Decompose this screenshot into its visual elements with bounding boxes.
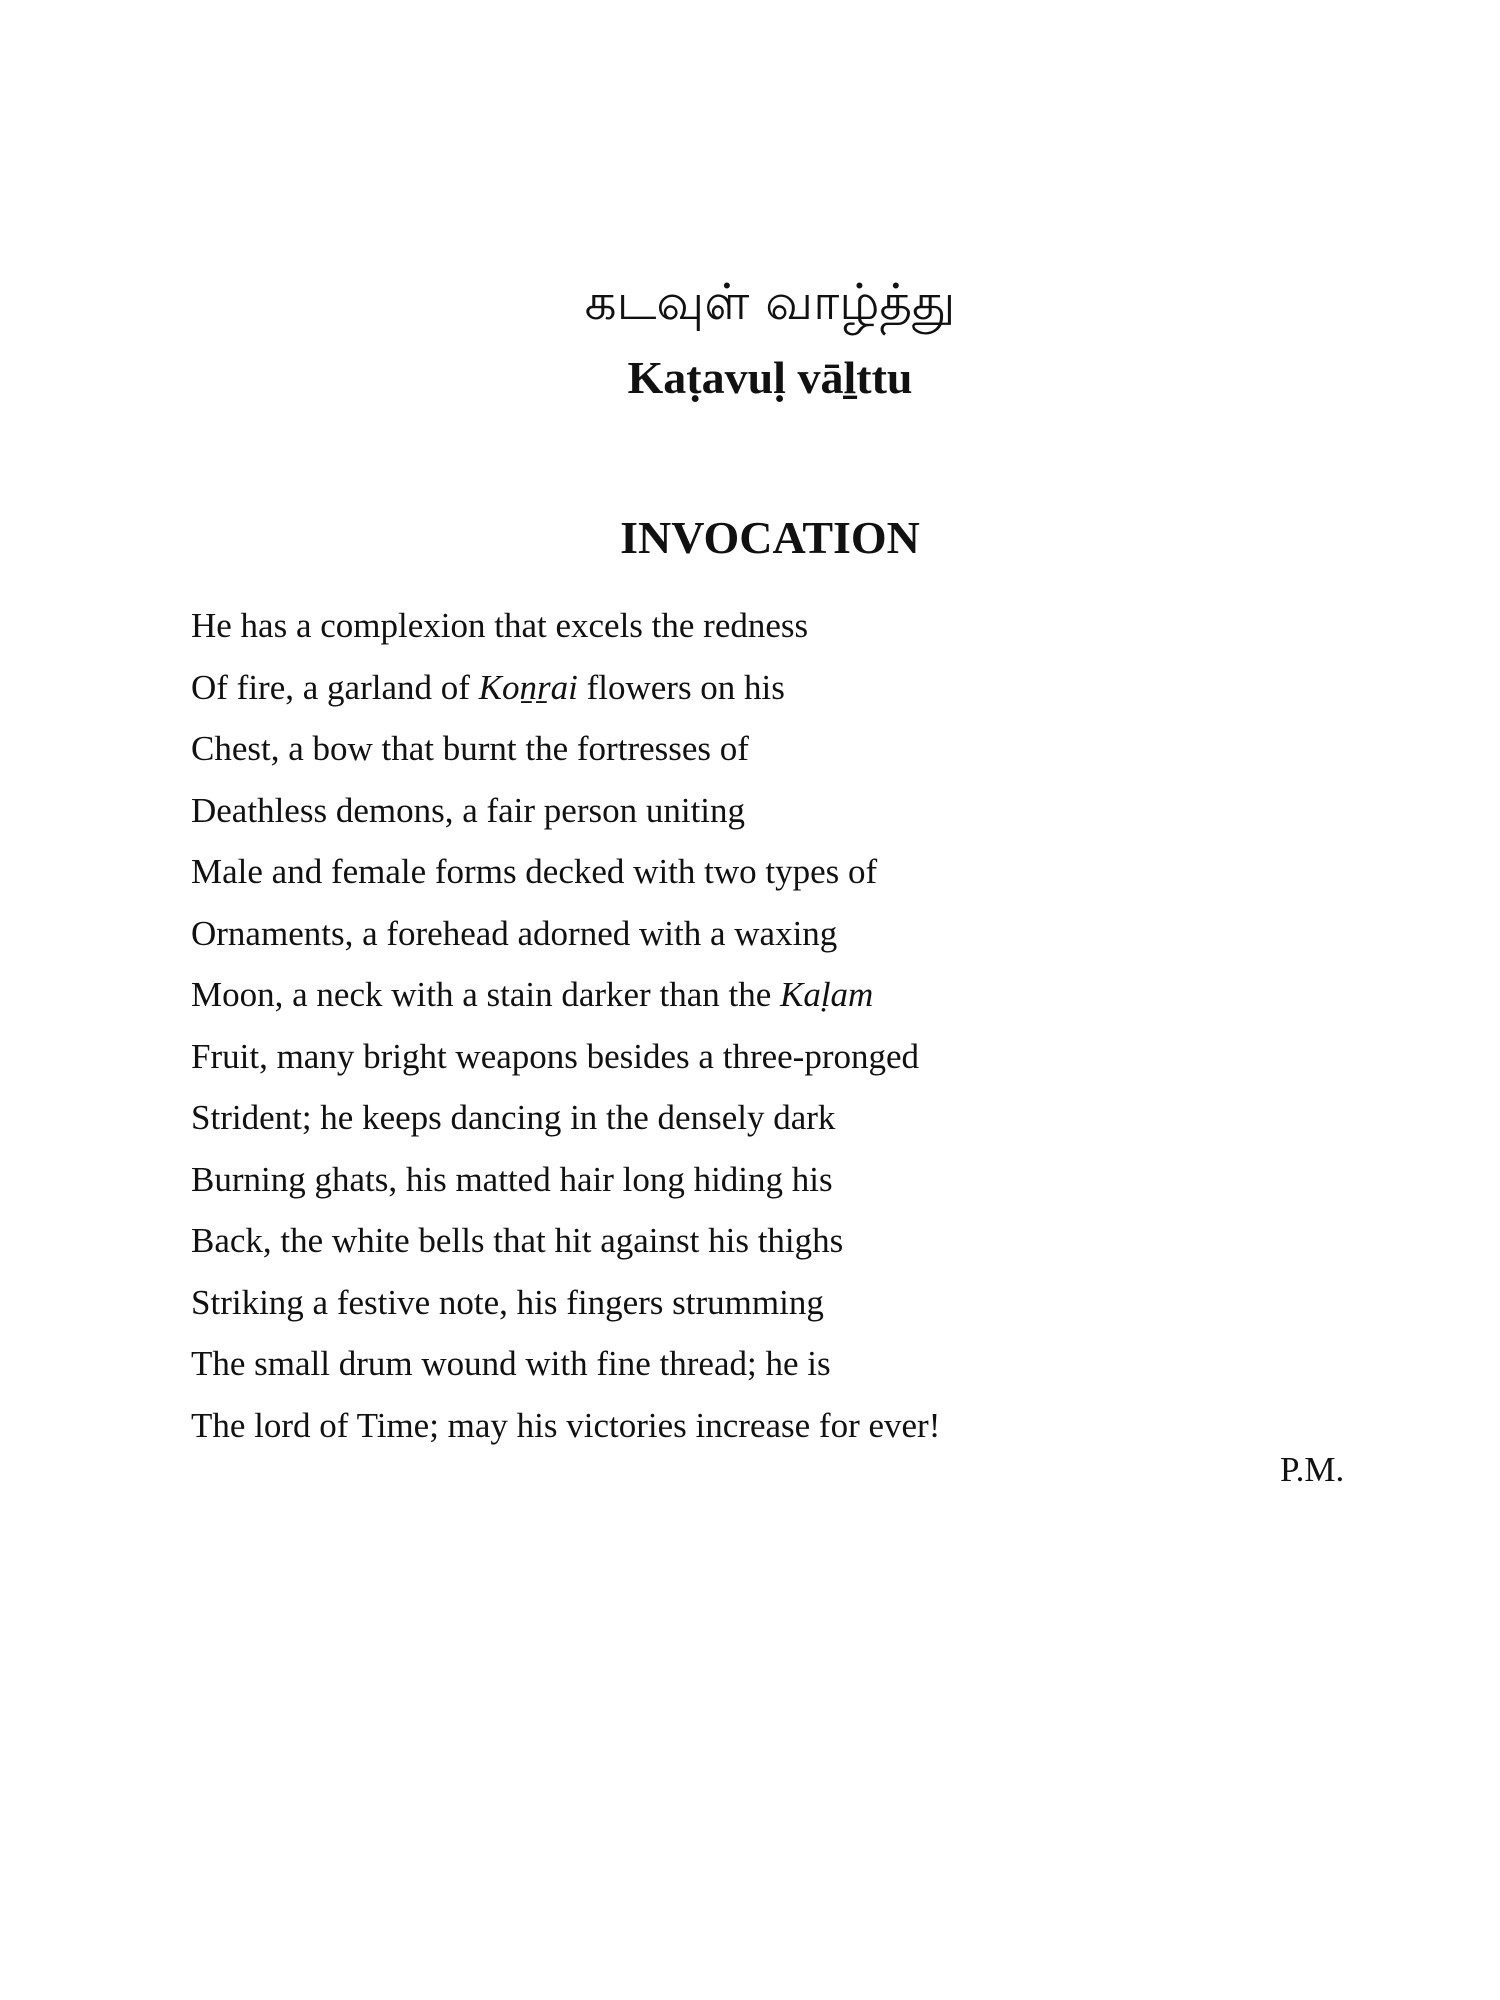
poem-line-italic-term: Koṉṟai (478, 667, 578, 707)
poem-line (191, 603, 1291, 665)
poem-line (191, 726, 1291, 788)
poem-line-text: Chest, a bow that burnt the fortresses of (191, 729, 749, 768)
transliterated-title (0, 350, 1500, 406)
transliterated-title-underlined-letter: ḻ (843, 352, 857, 403)
poem-line (191, 1095, 1291, 1157)
poem-line (191, 788, 1291, 850)
poem-line (191, 1034, 1291, 1096)
poem-line (191, 849, 1291, 911)
poem-line-italic-term: Kaḷam (779, 975, 874, 1014)
poem-line (191, 1341, 1291, 1403)
poem-line-text-after: flowers on his (577, 667, 785, 707)
poem-body (191, 603, 1291, 1464)
poem-line-text: He has a complexion that excels the redness (191, 606, 809, 645)
poem-line (191, 1280, 1291, 1342)
section-heading: INVOCATION (620, 512, 920, 563)
transliterated-title-part-1: Kaṭavuḷ vā (627, 352, 844, 403)
poem-line (191, 1218, 1291, 1280)
poem-line (191, 911, 1291, 973)
poem-line-text: Ornaments, a forehead adorned with a waxing (191, 913, 838, 953)
poem-line-text: Burning ghats, his matted hair long hiding his (191, 1159, 833, 1199)
poem-line-text: Back, the white bells that hit against his thighs (191, 1221, 844, 1260)
transliterated-title-part-2: ttu (856, 352, 913, 403)
poem-line-text: Of fire, a garland of (191, 667, 479, 707)
poem-line-text: The lord of Time; may his victories increase for ever! (191, 1405, 941, 1445)
poem-line-text: Male and female forms decked with two types of (191, 852, 878, 891)
poem-line-text: Deathless demons, a fair person uniting (191, 790, 746, 830)
poem-line (191, 1157, 1291, 1219)
poem-line (191, 972, 1291, 1034)
tamil-title: கடவுள் வாழ்த்து (584, 273, 956, 331)
poem-line-text: Fruit, many bright weapons besides a three-pronged (191, 1036, 920, 1076)
poem-line (191, 1403, 1291, 1465)
poem-line (191, 665, 1291, 727)
poem-line-text: Strident; he keeps dancing in the densely dark (191, 1098, 836, 1137)
signature: P.M. (1280, 1450, 1345, 1489)
poem-line-text: The small drum wound with fine thread; he is (191, 1344, 831, 1383)
poem-line-text: Moon, a neck with a stain darker than the (191, 975, 780, 1014)
poem-line-text: Striking a festive note, his fingers strumming (191, 1282, 824, 1322)
